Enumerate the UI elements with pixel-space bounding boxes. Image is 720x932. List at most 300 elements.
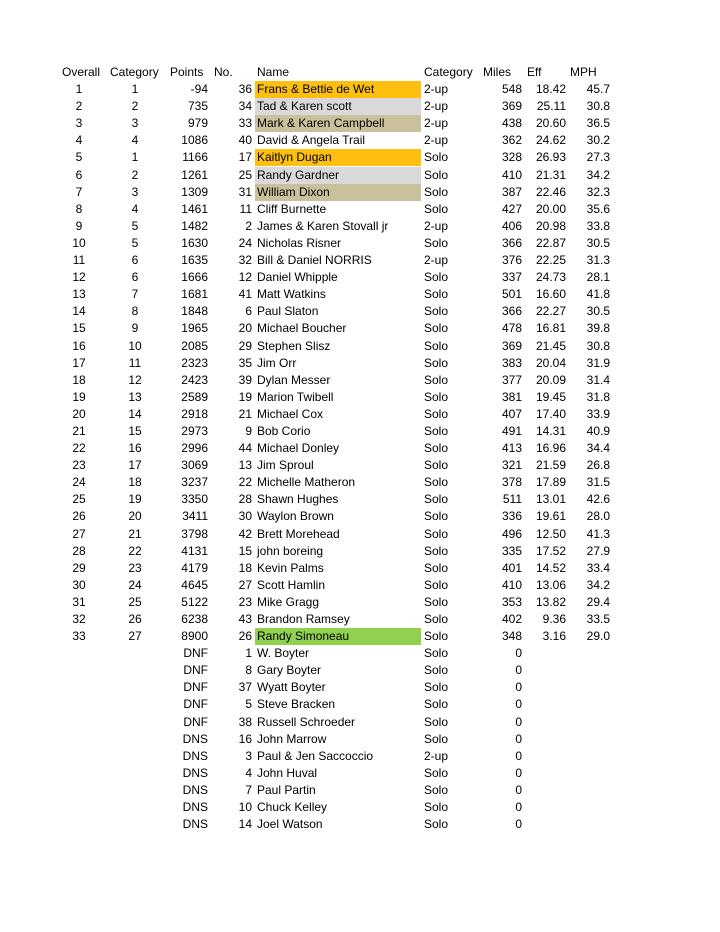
- mph-cell: 30.5: [586, 235, 610, 250]
- header-eff: Eff: [527, 65, 542, 79]
- class-cell: Solo: [424, 543, 449, 558]
- points-cell: DNS: [182, 731, 208, 746]
- table-row: [0, 526, 720, 543]
- number-cell: 11: [239, 201, 252, 216]
- category-cell: 1: [131, 82, 139, 97]
- overall-cell: 2: [75, 99, 83, 114]
- eff-cell: 24.62: [535, 133, 566, 148]
- mph-cell: 32.3: [586, 184, 610, 199]
- name-cell: Paul Slaton: [257, 304, 319, 319]
- points-cell: DNF: [183, 680, 208, 695]
- number-cell: 8: [245, 663, 252, 678]
- name-cell: Russell Schroeder: [257, 714, 356, 729]
- miles-cell: 0: [515, 680, 522, 695]
- eff-cell: 26.93: [535, 150, 566, 165]
- miles-cell: 402: [501, 612, 522, 626]
- number-cell: 2: [245, 218, 252, 233]
- overall-cell: 7: [75, 184, 83, 199]
- eff-cell: 21.45: [535, 338, 566, 353]
- eff-cell: 17.52: [535, 543, 566, 558]
- number-cell: 33: [238, 116, 252, 131]
- mph-cell: 30.2: [586, 133, 610, 148]
- eff-cell: 3.16: [542, 629, 566, 644]
- table-row: [0, 98, 720, 115]
- name-cell: William Dixon: [255, 184, 421, 201]
- eff-cell: 24.73: [535, 270, 566, 285]
- mph-cell: 31.9: [586, 355, 610, 370]
- overall-cell: 13: [72, 287, 86, 302]
- mph-cell: 34.4: [586, 441, 610, 456]
- points-cell: DNS: [182, 817, 208, 832]
- number-cell: 16: [238, 731, 252, 746]
- miles-cell: 353: [501, 594, 522, 609]
- points-cell: 1261: [181, 167, 208, 182]
- miles-cell: 406: [501, 218, 522, 233]
- points-cell: 1630: [181, 235, 208, 250]
- number-cell: 35: [238, 355, 252, 370]
- class-cell: Solo: [424, 765, 449, 780]
- table-row: [0, 286, 720, 303]
- class-cell: Solo: [424, 629, 449, 644]
- table-row: [0, 81, 720, 98]
- name-cell: Michael Cox: [257, 406, 324, 421]
- mph-cell: 27.9: [586, 543, 610, 558]
- mph-cell: 30.5: [586, 304, 610, 319]
- points-cell: 2996: [181, 441, 208, 456]
- table-row: [0, 406, 720, 423]
- miles-cell: 328: [501, 150, 522, 165]
- class-cell: 2-up: [424, 116, 449, 131]
- table-row: [0, 132, 720, 149]
- overall-cell: 17: [72, 355, 86, 370]
- mph-cell: 41.8: [586, 287, 610, 302]
- miles-cell: 0: [515, 765, 522, 780]
- name-cell: Shawn Hughes: [257, 492, 339, 507]
- eff-cell: 16.60: [535, 287, 566, 302]
- miles-cell: 336: [501, 509, 522, 524]
- name-cell: Bill & Daniel NORRIS: [257, 253, 372, 268]
- points-cell: 3798: [181, 526, 208, 541]
- eff-cell: 20.04: [535, 355, 566, 370]
- mph-cell: 35.6: [586, 201, 610, 216]
- overall-cell: 31: [72, 594, 86, 609]
- points-cell: 1635: [181, 253, 208, 268]
- category-cell: 7: [131, 287, 139, 302]
- name-cell: John Marrow: [257, 731, 327, 746]
- class-cell: Solo: [424, 372, 449, 387]
- table-row: [0, 184, 720, 201]
- category-cell: 25: [128, 594, 142, 609]
- table-row: [0, 338, 720, 355]
- miles-cell: 369: [501, 99, 522, 114]
- overall-cell: 19: [72, 389, 86, 404]
- category-cell: 13: [128, 389, 142, 404]
- table-row: [0, 611, 720, 628]
- miles-cell: 511: [502, 492, 522, 507]
- name-cell: Waylon Brown: [257, 509, 334, 524]
- overall-cell: 26: [72, 509, 86, 524]
- class-cell: 2-up: [424, 82, 449, 97]
- miles-cell: 407: [501, 406, 522, 421]
- name-cell: Marion Twibell: [257, 389, 334, 404]
- name-cell: John Huval: [257, 765, 318, 780]
- points-cell: 3411: [182, 509, 208, 524]
- miles-cell: 427: [501, 201, 522, 216]
- class-cell: Solo: [424, 287, 449, 302]
- class-cell: Solo: [424, 646, 449, 661]
- miles-cell: 321: [501, 458, 522, 473]
- category-cell: 4: [131, 133, 139, 148]
- name-cell: Scott Hamlin: [257, 577, 326, 592]
- category-cell: 5: [131, 235, 139, 250]
- overall-cell: 12: [72, 270, 86, 285]
- table-row: [0, 474, 720, 491]
- mph-cell: 30.8: [586, 99, 610, 114]
- mph-cell: 31.4: [586, 372, 610, 387]
- overall-cell: 30: [72, 577, 86, 592]
- overall-cell: 22: [72, 441, 86, 456]
- number-cell: 18: [238, 560, 252, 575]
- mph-cell: 28.0: [586, 509, 610, 524]
- eff-cell: 20.09: [535, 372, 566, 387]
- category-cell: 1: [131, 150, 139, 165]
- name-cell: Frans & Bettie de Wet: [255, 81, 421, 98]
- category-cell: 2: [131, 167, 139, 182]
- category-cell: 27: [128, 629, 142, 644]
- class-cell: 2-up: [424, 133, 449, 148]
- mph-cell: 31.3: [586, 253, 610, 268]
- miles-cell: 478: [501, 321, 522, 336]
- overall-cell: 11: [72, 253, 86, 268]
- eff-cell: 25.11: [536, 99, 566, 114]
- miles-cell: 335: [501, 543, 522, 558]
- miles-cell: 378: [501, 475, 522, 490]
- name-cell: Joel Watson: [257, 817, 323, 832]
- eff-cell: 9.36: [542, 612, 566, 626]
- name-cell: Matt Watkins: [257, 287, 326, 302]
- points-cell: 1309: [181, 184, 208, 199]
- table-row: [0, 372, 720, 389]
- table-row: [0, 679, 720, 696]
- category-cell: 21: [128, 526, 142, 541]
- miles-cell: 501: [501, 287, 522, 302]
- table-row: [0, 457, 720, 474]
- category-cell: 5: [131, 218, 139, 233]
- category-cell: 9: [131, 321, 139, 336]
- number-cell: 10: [238, 800, 252, 815]
- number-cell: 37: [238, 680, 252, 695]
- table-row: [0, 423, 720, 440]
- overall-cell: 8: [75, 201, 83, 216]
- eff-cell: 12.50: [535, 526, 566, 541]
- class-cell: Solo: [424, 731, 449, 746]
- points-cell: 735: [187, 99, 208, 114]
- number-cell: 43: [238, 612, 252, 626]
- overall-cell: 29: [72, 560, 86, 575]
- number-cell: 44: [238, 441, 252, 456]
- name-cell: Daniel Whipple: [257, 270, 338, 285]
- name-cell: Mark & Karen Campbell: [255, 115, 421, 132]
- class-cell: Solo: [424, 680, 449, 695]
- table-row: [0, 731, 720, 748]
- header-class: Category: [424, 65, 473, 79]
- points-cell: DNS: [182, 765, 208, 780]
- table-row: [0, 782, 720, 799]
- miles-cell: 362: [501, 133, 522, 148]
- mph-cell: 29.4: [586, 594, 610, 609]
- category-cell: 15: [128, 423, 142, 438]
- name-cell: Gary Boyter: [257, 663, 322, 678]
- category-cell: 19: [128, 492, 142, 507]
- number-cell: 3: [245, 748, 252, 763]
- points-cell: 1965: [181, 321, 208, 336]
- overall-cell: 27: [72, 526, 86, 541]
- miles-cell: 410: [501, 167, 522, 182]
- number-cell: 19: [238, 389, 252, 404]
- eff-cell: 14.52: [535, 560, 566, 575]
- table-row: [0, 560, 720, 577]
- number-cell: 15: [238, 543, 252, 558]
- category-cell: 23: [128, 560, 142, 575]
- eff-cell: 14.31: [535, 423, 566, 438]
- eff-cell: 17.89: [535, 475, 566, 490]
- category-cell: 12: [128, 372, 142, 387]
- table-row: [0, 115, 720, 132]
- overall-cell: 4: [75, 133, 83, 148]
- eff-cell: 19.61: [535, 509, 566, 524]
- name-cell: David & Angela Trail: [257, 133, 366, 148]
- points-cell: -94: [190, 82, 208, 97]
- points-cell: 1086: [181, 133, 208, 148]
- class-cell: Solo: [424, 560, 449, 575]
- table-row: [0, 269, 720, 286]
- miles-cell: 381: [501, 389, 522, 404]
- category-cell: 10: [128, 338, 142, 353]
- points-cell: DNF: [183, 646, 208, 661]
- points-cell: DNF: [183, 663, 208, 678]
- mph-cell: 26.8: [586, 458, 610, 473]
- name-cell: Paul Partin: [257, 782, 316, 797]
- overall-cell: 28: [72, 543, 86, 558]
- class-cell: Solo: [424, 167, 449, 182]
- eff-cell: 16.81: [535, 321, 566, 336]
- eff-cell: 22.25: [535, 253, 566, 268]
- category-cell: 18: [128, 475, 142, 490]
- number-cell: 42: [238, 526, 252, 541]
- table-row: [0, 543, 720, 560]
- miles-cell: 413: [501, 441, 522, 456]
- overall-cell: 20: [72, 406, 86, 421]
- mph-cell: 41.3: [586, 526, 610, 541]
- table-row: [0, 594, 720, 611]
- overall-cell: 14: [72, 304, 86, 319]
- overall-cell: 1: [75, 82, 83, 97]
- overall-cell: 15: [72, 321, 86, 336]
- category-cell: 6: [131, 270, 139, 285]
- class-cell: Solo: [424, 150, 449, 165]
- table-row: [0, 662, 720, 679]
- class-cell: Solo: [424, 714, 449, 729]
- number-cell: 20: [238, 321, 252, 336]
- number-cell: 1: [245, 646, 252, 661]
- name-cell: Michael Boucher: [257, 321, 347, 336]
- class-cell: Solo: [424, 817, 449, 832]
- miles-cell: 0: [515, 731, 522, 746]
- name-cell: Randy Gardner: [255, 167, 421, 184]
- miles-cell: 369: [501, 338, 522, 353]
- class-cell: Solo: [424, 458, 449, 473]
- category-cell: 2: [131, 99, 139, 114]
- name-cell: Michelle Matheron: [257, 475, 356, 490]
- class-cell: 2-up: [424, 218, 449, 233]
- miles-cell: 383: [501, 355, 522, 370]
- eff-cell: 13.06: [535, 577, 566, 592]
- category-cell: 4: [131, 201, 139, 216]
- number-cell: 29: [238, 338, 252, 353]
- category-cell: 3: [131, 184, 139, 199]
- category-cell: 26: [128, 612, 142, 626]
- table-row: [0, 508, 720, 525]
- overall-cell: 18: [72, 372, 86, 387]
- eff-cell: 19.45: [535, 389, 566, 404]
- number-cell: 21: [238, 406, 252, 421]
- miles-cell: 337: [501, 270, 522, 285]
- points-cell: 4179: [181, 560, 208, 575]
- number-cell: 28: [238, 492, 252, 507]
- table-row: [0, 235, 720, 252]
- class-cell: Solo: [424, 355, 449, 370]
- overall-cell: 21: [72, 423, 86, 438]
- miles-cell: 376: [501, 253, 522, 268]
- table-row: [0, 218, 720, 235]
- table-body: [0, 81, 720, 833]
- points-cell: 4645: [181, 577, 208, 592]
- name-cell: Mike Gragg: [257, 594, 320, 609]
- class-cell: 2-up: [424, 748, 449, 763]
- header-name: Name: [257, 65, 290, 79]
- overall-cell: 6: [75, 167, 83, 182]
- name-cell: Paul & Jen Saccoccio: [257, 748, 374, 763]
- number-cell: 40: [238, 133, 252, 148]
- eff-cell: 22.87: [535, 235, 566, 250]
- name-cell: Brett Morehead: [257, 526, 340, 541]
- name-cell: Wyatt Boyter: [257, 680, 326, 695]
- class-cell: Solo: [424, 389, 449, 404]
- table-row: [0, 355, 720, 372]
- name-cell: Michael Donley: [257, 441, 340, 456]
- table-row: [0, 303, 720, 320]
- miles-cell: 0: [515, 800, 522, 815]
- miles-cell: 387: [501, 184, 522, 199]
- overall-cell: 3: [75, 116, 83, 131]
- name-cell: Tad & Karen scott: [255, 98, 421, 115]
- category-cell: 8: [131, 304, 139, 319]
- number-cell: 27: [238, 577, 252, 592]
- class-cell: Solo: [424, 526, 449, 541]
- points-cell: 2423: [181, 372, 208, 387]
- table-row: [0, 714, 720, 731]
- eff-cell: 18.42: [535, 82, 566, 97]
- number-cell: 25: [238, 167, 252, 182]
- class-cell: Solo: [424, 304, 449, 319]
- header-miles: Miles: [483, 65, 512, 79]
- miles-cell: 548: [501, 82, 522, 97]
- mph-cell: 33.8: [586, 218, 610, 233]
- eff-cell: 13.82: [535, 594, 566, 609]
- name-cell: Kevin Palms: [257, 560, 324, 575]
- class-cell: Solo: [424, 697, 449, 712]
- overall-cell: 10: [72, 235, 86, 250]
- miles-cell: 491: [501, 423, 522, 438]
- mph-cell: 27.3: [586, 150, 610, 165]
- mph-cell: 45.7: [586, 82, 610, 97]
- overall-cell: 16: [72, 338, 86, 353]
- miles-cell: 0: [515, 663, 522, 678]
- number-cell: 24: [238, 235, 252, 250]
- class-cell: 2-up: [424, 253, 449, 268]
- mph-cell: 33.5: [586, 612, 610, 626]
- miles-cell: 348: [501, 629, 522, 644]
- name-cell: Kaitlyn Dugan: [255, 149, 421, 166]
- miles-cell: 0: [515, 748, 522, 763]
- category-cell: 3: [131, 116, 139, 131]
- category-cell: 11: [128, 355, 142, 370]
- miles-cell: 0: [515, 697, 522, 712]
- class-cell: Solo: [424, 338, 449, 353]
- class-cell: Solo: [424, 612, 449, 626]
- overall-cell: 23: [72, 458, 86, 473]
- table-row: [0, 149, 720, 166]
- miles-cell: 0: [515, 817, 522, 832]
- name-cell: Jim Sproul: [257, 458, 314, 473]
- category-cell: 20: [128, 509, 142, 524]
- points-cell: 1166: [182, 150, 208, 165]
- number-cell: 34: [238, 99, 252, 114]
- overall-cell: 5: [75, 150, 83, 165]
- points-cell: 1461: [181, 201, 208, 216]
- eff-cell: 20.98: [535, 218, 566, 233]
- points-cell: DNS: [182, 800, 208, 815]
- class-cell: Solo: [424, 509, 449, 524]
- points-cell: 1848: [181, 304, 208, 319]
- overall-cell: 9: [75, 218, 83, 233]
- eff-cell: 16.96: [535, 441, 566, 456]
- header-mph: MPH: [570, 65, 597, 79]
- number-cell: 4: [245, 765, 252, 780]
- points-cell: 2323: [181, 355, 208, 370]
- mph-cell: 33.4: [586, 560, 610, 575]
- header-row: [0, 64, 720, 81]
- header-overall: Overall: [62, 65, 101, 79]
- number-cell: 13: [238, 458, 252, 473]
- table-row: [0, 799, 720, 816]
- mph-cell: 34.2: [586, 167, 610, 182]
- class-cell: Solo: [424, 321, 449, 336]
- class-cell: Solo: [424, 235, 449, 250]
- points-cell: DNF: [183, 697, 208, 712]
- class-cell: Solo: [424, 475, 449, 490]
- name-cell: Dylan Messer: [257, 372, 331, 387]
- overall-cell: 25: [72, 492, 86, 507]
- category-cell: 17: [128, 458, 142, 473]
- points-cell: DNS: [182, 748, 208, 763]
- category-cell: 22: [128, 543, 142, 558]
- points-cell: 1666: [181, 270, 208, 285]
- mph-cell: 31.5: [586, 475, 610, 490]
- eff-cell: 20.00: [535, 201, 566, 216]
- number-cell: 23: [238, 594, 252, 609]
- results-table: [0, 64, 720, 833]
